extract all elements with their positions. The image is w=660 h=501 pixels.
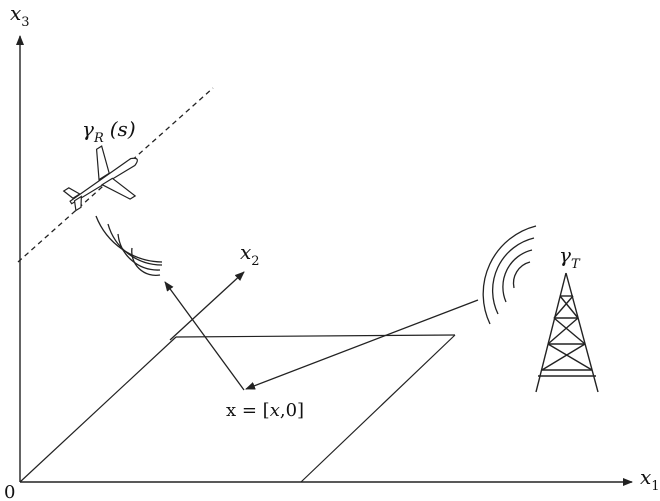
point-label: x = [x,0] (226, 400, 305, 421)
x2-local-axis (170, 272, 244, 340)
x3-axis-label: $x_3$ (10, 1, 30, 30)
origin-label: 0 (4, 482, 16, 501)
x2-axis-label: $x_2$ (240, 240, 260, 269)
transmitter-to-point-vector (246, 300, 478, 389)
receiver-label: $\gamma_R$ (s) (82, 117, 136, 146)
receiver-radio-waves-icon (96, 216, 162, 275)
transmitter-radio-waves-icon (483, 226, 536, 324)
radio-tower-icon (536, 273, 598, 392)
x1-axis-label: $x_1$ (640, 465, 660, 494)
transmitter-label: $\gamma_T$ (559, 243, 580, 272)
airplane-icon (54, 134, 153, 227)
